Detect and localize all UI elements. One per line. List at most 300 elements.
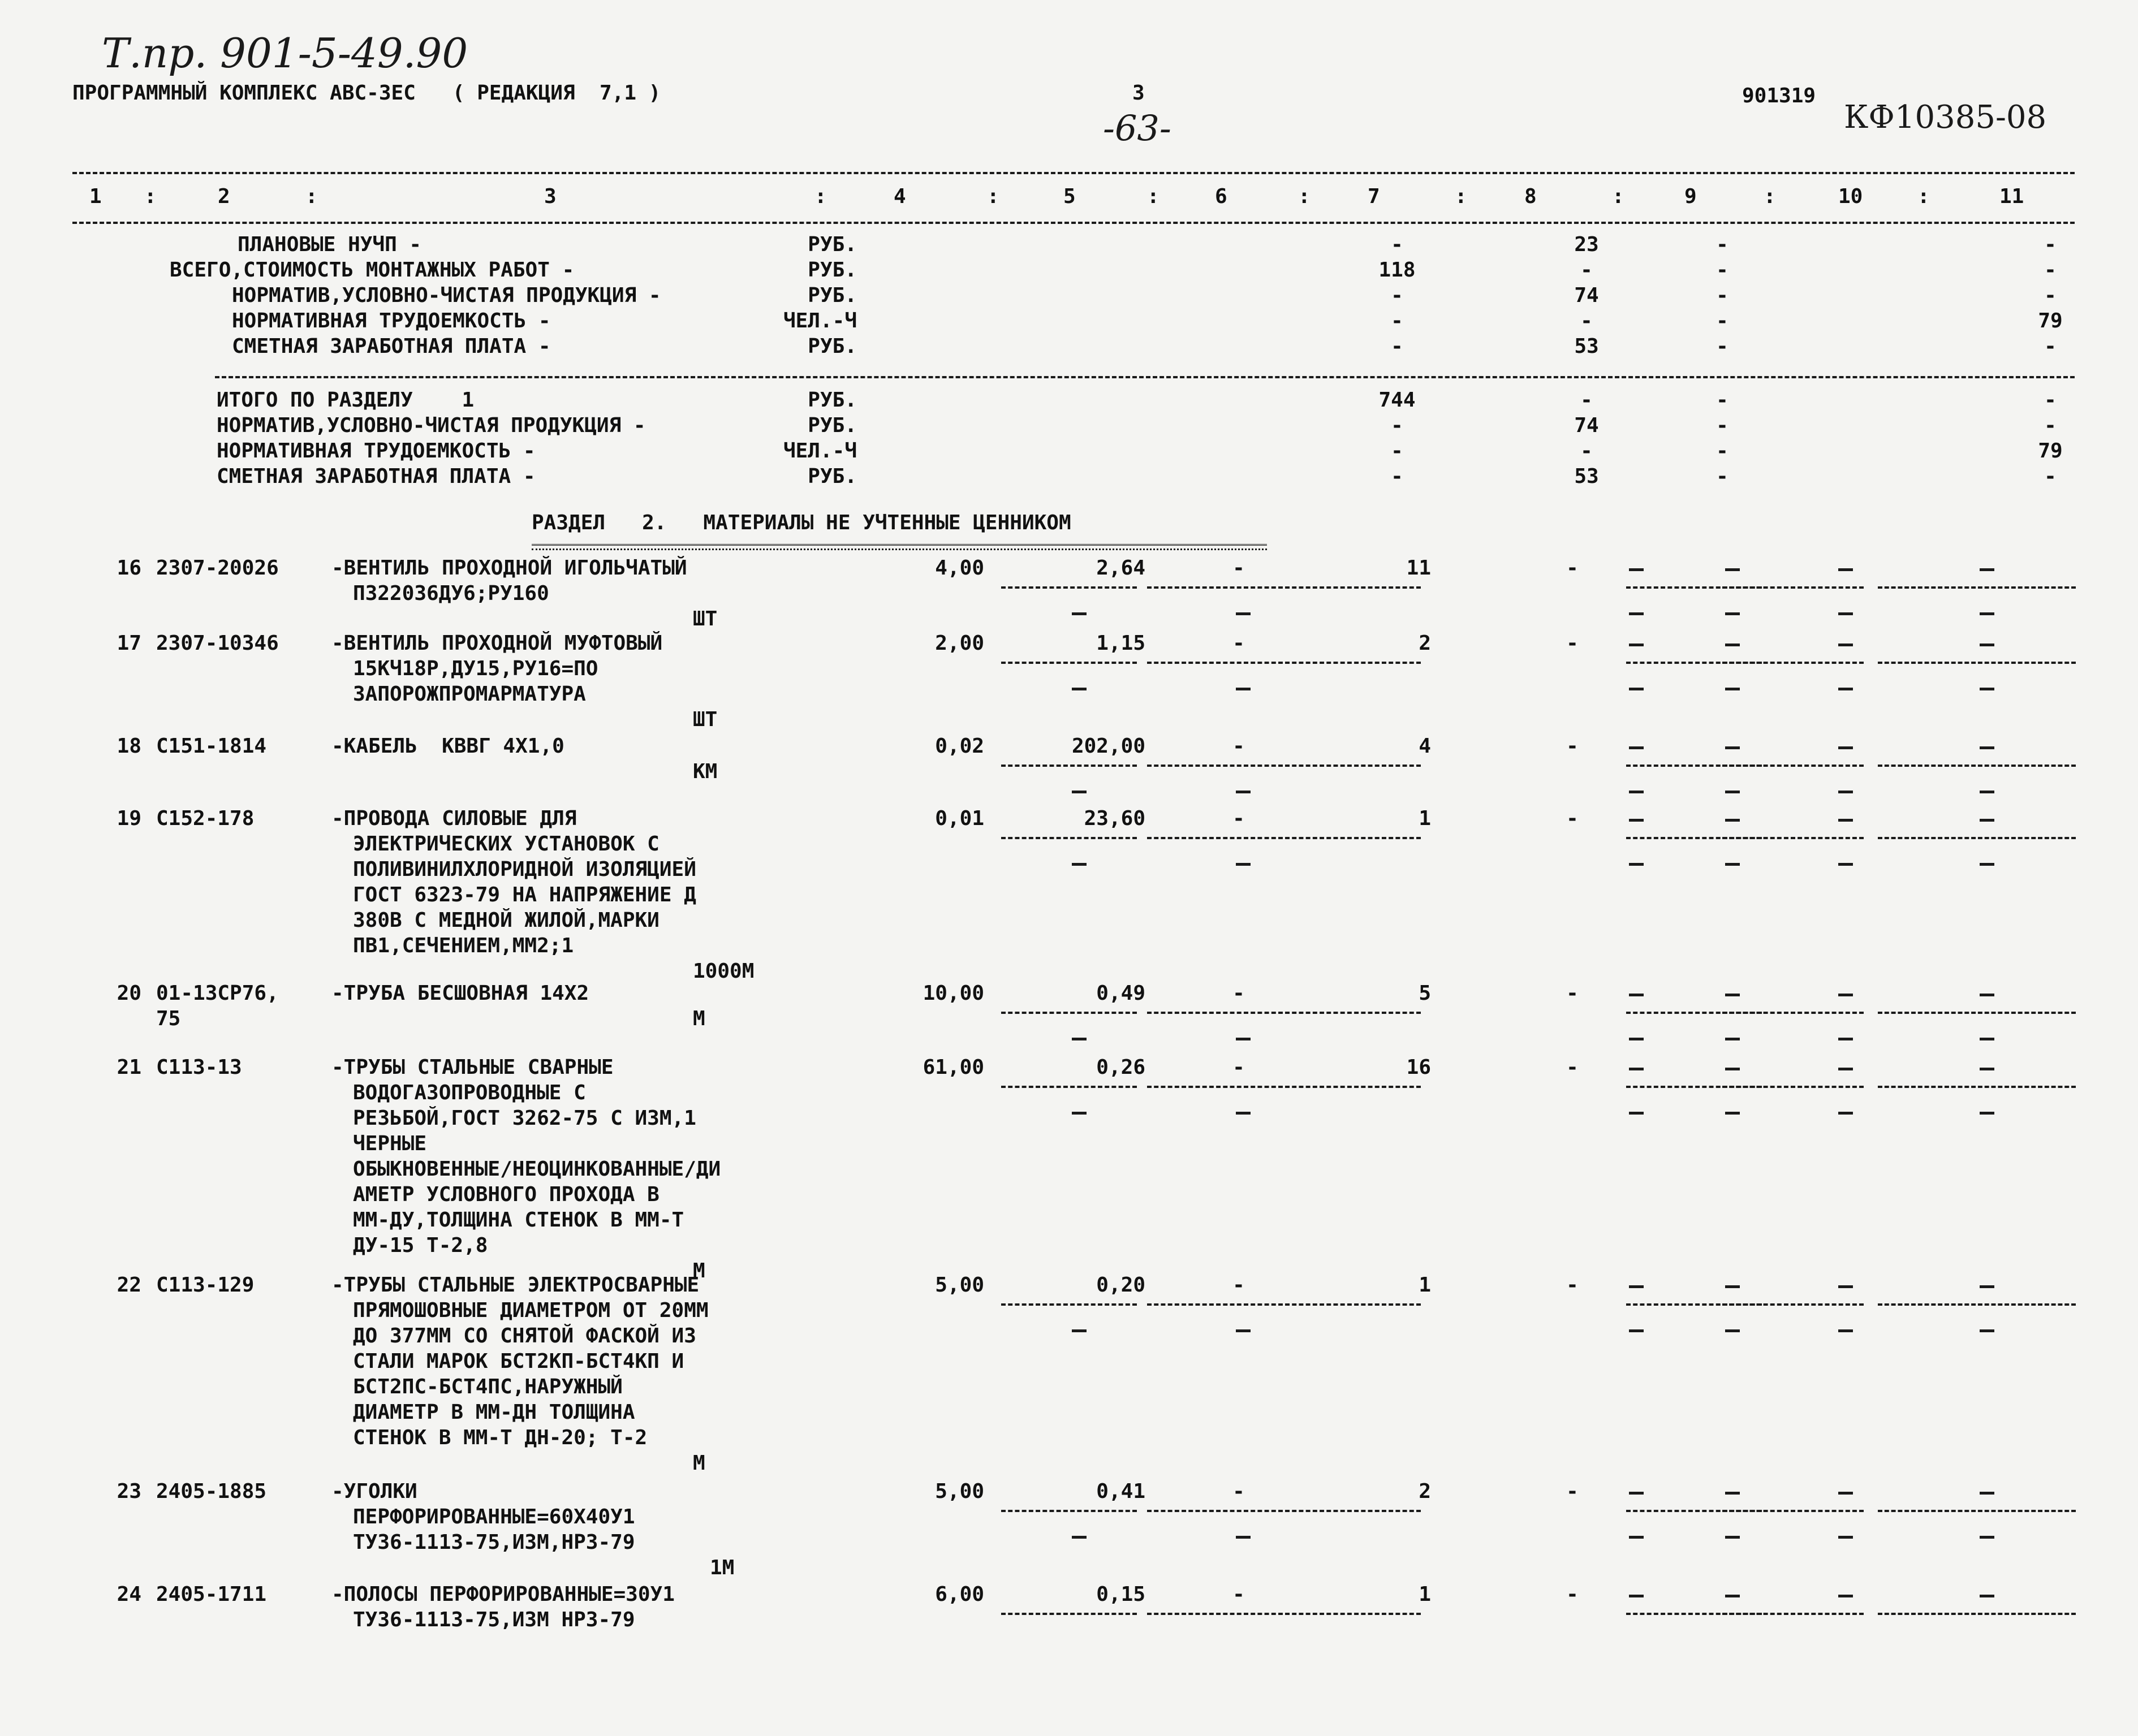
summary-cell-c7: 744 bbox=[1378, 388, 1416, 412]
item-code: С152-178 bbox=[156, 807, 255, 830]
summary-cell-c7: 118 bbox=[1378, 258, 1416, 282]
summary-cell-c7: - bbox=[1391, 465, 1403, 488]
empty-cell-dash bbox=[1725, 1329, 1740, 1332]
empty-cell-dash bbox=[1629, 1038, 1644, 1040]
empty-cell-dash bbox=[1629, 746, 1644, 749]
empty-cell-dash bbox=[1980, 994, 1994, 996]
summary-divider bbox=[215, 376, 2075, 378]
cell-underline bbox=[1285, 837, 1421, 839]
cell-underline bbox=[1147, 662, 1283, 664]
empty-cell-dash bbox=[1980, 1536, 1994, 1539]
item-price: 0,41 bbox=[1096, 1480, 1145, 1503]
item-col7: 5 bbox=[1419, 982, 1431, 1005]
item-description-line: ВОДОГАЗОПРОВОДНЫЕ С bbox=[353, 1081, 586, 1104]
item-number: 24 bbox=[117, 1583, 141, 1606]
item-quantity: 5,00 bbox=[935, 1273, 984, 1297]
column-number-4: 4 bbox=[894, 185, 906, 208]
cell-underline bbox=[1722, 837, 1864, 839]
empty-cell-dash bbox=[1725, 644, 1740, 646]
item-number: 18 bbox=[117, 735, 141, 758]
cell-underline bbox=[1722, 1086, 1864, 1088]
item-description-line: -ТРУБА БЕСШОВНАЯ 14Х2 bbox=[331, 982, 589, 1005]
cell-underline bbox=[1147, 837, 1283, 839]
cell-underline bbox=[1878, 586, 2076, 589]
empty-cell-dash bbox=[1838, 994, 1853, 996]
empty-cell-dash bbox=[1072, 688, 1087, 690]
item-col6: - bbox=[1232, 807, 1245, 830]
empty-cell-dash bbox=[1236, 1038, 1251, 1040]
empty-cell-dash bbox=[1838, 1285, 1853, 1288]
empty-cell-dash bbox=[1072, 612, 1087, 615]
empty-cell-dash bbox=[1725, 1068, 1740, 1070]
empty-cell-dash bbox=[1980, 1329, 1994, 1332]
item-description-line: ЧЕРНЫЕ bbox=[353, 1132, 427, 1155]
empty-cell-dash bbox=[1980, 612, 1994, 615]
stamp-number: КФ10385-08 bbox=[1844, 99, 2047, 136]
summary-cell-c11: - bbox=[2044, 465, 2057, 488]
summary-cell-c11: 79 bbox=[2038, 309, 2063, 332]
empty-cell-dash bbox=[1072, 1112, 1087, 1115]
column-number-1: 1 bbox=[89, 185, 102, 208]
item-quantity: 61,00 bbox=[923, 1056, 984, 1079]
item-unit: КМ bbox=[693, 760, 718, 783]
cell-underline bbox=[1878, 1012, 2076, 1014]
summary-unit: РУБ. bbox=[808, 258, 857, 282]
item-col7: 2 bbox=[1419, 1480, 1431, 1503]
cell-underline bbox=[1147, 1303, 1283, 1306]
cell-underline bbox=[1285, 765, 1421, 767]
summary-cell-c8: 53 bbox=[1574, 465, 1599, 488]
item-code: 2405-1885 bbox=[156, 1480, 267, 1503]
empty-cell-dash bbox=[1629, 1068, 1644, 1070]
empty-cell-dash bbox=[1725, 863, 1740, 866]
item-col6: - bbox=[1232, 1056, 1245, 1079]
item-quantity: 10,00 bbox=[923, 982, 984, 1005]
empty-cell-dash bbox=[1725, 612, 1740, 615]
summary-unit: ЧЕЛ.-Ч bbox=[783, 439, 857, 463]
empty-cell-dash bbox=[1629, 1536, 1644, 1539]
item-col7: 2 bbox=[1419, 632, 1431, 655]
summary-unit: РУБ. bbox=[808, 465, 857, 488]
item-col6: - bbox=[1232, 982, 1245, 1005]
item-description-line: ПОЛИВИНИЛХЛОРИДНОЙ ИЗОЛЯЦИЕЙ bbox=[353, 858, 696, 881]
cell-underline bbox=[1878, 1510, 2076, 1512]
summary-cell-c11: - bbox=[2044, 233, 2057, 256]
empty-cell-dash bbox=[1725, 819, 1740, 822]
empty-cell-dash bbox=[1629, 568, 1644, 571]
item-description-line: ПВ1,СЕЧЕНИЕМ,ММ2;1 bbox=[353, 934, 574, 957]
item-col8: - bbox=[1566, 556, 1579, 580]
page-number: 3 bbox=[1132, 81, 1145, 105]
empty-cell-dash bbox=[1072, 863, 1087, 866]
section2-title-underline bbox=[532, 544, 1267, 550]
summary-unit: РУБ. bbox=[808, 233, 857, 256]
empty-cell-dash bbox=[1629, 1492, 1644, 1495]
summary-cell-c9: - bbox=[1716, 465, 1728, 488]
item-col6: - bbox=[1232, 556, 1245, 580]
item-number: 22 bbox=[117, 1273, 141, 1297]
empty-cell-dash bbox=[1838, 612, 1853, 615]
item-col8: - bbox=[1566, 1583, 1579, 1606]
summary-cell-c8: - bbox=[1580, 258, 1593, 282]
item-col7: 4 bbox=[1419, 735, 1431, 758]
summary-label: НОРМАТИВ,УСЛОВНО-ЧИСТАЯ ПРОДУКЦИЯ - bbox=[217, 414, 646, 437]
summary-cell-c7: - bbox=[1391, 414, 1403, 437]
item-col7: 1 bbox=[1419, 1583, 1431, 1606]
column-separator: : bbox=[814, 185, 827, 208]
summary-cell-c8: 23 bbox=[1574, 233, 1599, 256]
page-number-handwritten: -63- bbox=[1103, 107, 1171, 149]
column-separator: : bbox=[1917, 185, 1930, 208]
item-description-line: ЗАПОРОЖПРОМАРМАТУРА bbox=[353, 683, 586, 706]
item-price: 202,00 bbox=[1071, 735, 1145, 758]
cell-underline bbox=[1001, 1086, 1137, 1088]
cell-underline bbox=[1285, 1510, 1421, 1512]
cell-underline bbox=[1285, 1012, 1421, 1014]
cell-underline bbox=[1722, 1012, 1864, 1014]
summary-label: ВСЕГО,СТОИМОСТЬ МОНТАЖНЫХ РАБОТ - bbox=[170, 258, 575, 282]
cell-underline bbox=[1001, 586, 1137, 589]
summary-cell-c11: - bbox=[2044, 388, 2057, 412]
item-quantity: 6,00 bbox=[935, 1583, 984, 1606]
item-description-line: РЕЗЬБОЙ,ГОСТ 3262-75 С ИЗМ,1 bbox=[353, 1107, 696, 1130]
empty-cell-dash bbox=[1072, 1536, 1087, 1539]
empty-cell-dash bbox=[1838, 644, 1853, 646]
cell-underline bbox=[1147, 765, 1283, 767]
item-description-line: ПРЯМОШОВНЫЕ ДИАМЕТРОМ ОТ 20ММ bbox=[353, 1299, 709, 1322]
summary-label: ИТОГО ПО РАЗДЕЛУ 1 bbox=[217, 388, 475, 412]
item-quantity: 5,00 bbox=[935, 1480, 984, 1503]
item-col6: - bbox=[1232, 1583, 1245, 1606]
item-number: 21 bbox=[117, 1056, 141, 1079]
empty-cell-dash bbox=[1838, 1112, 1853, 1115]
column-separator: : bbox=[1455, 185, 1467, 208]
empty-cell-dash bbox=[1725, 1112, 1740, 1115]
empty-cell-dash bbox=[1838, 746, 1853, 749]
empty-cell-dash bbox=[1629, 819, 1644, 822]
empty-cell-dash bbox=[1072, 1329, 1087, 1332]
empty-cell-dash bbox=[1838, 819, 1853, 822]
cell-underline bbox=[1147, 1510, 1283, 1512]
cell-underline bbox=[1285, 1613, 1421, 1615]
item-col6: - bbox=[1232, 632, 1245, 655]
item-col6: - bbox=[1232, 735, 1245, 758]
header-rule-top bbox=[72, 172, 2075, 174]
item-code-cont: 75 bbox=[156, 1007, 181, 1030]
empty-cell-dash bbox=[1980, 1038, 1994, 1040]
empty-cell-dash bbox=[1725, 568, 1740, 571]
column-separator: : bbox=[1764, 185, 1776, 208]
item-unit: М bbox=[693, 1259, 705, 1282]
handwritten-reference: Т.пр. 901-5-49.90 bbox=[102, 29, 468, 77]
column-separator: : bbox=[144, 185, 157, 208]
item-price: 23,60 bbox=[1084, 807, 1145, 830]
empty-cell-dash bbox=[1629, 1285, 1644, 1288]
empty-cell-dash bbox=[1236, 863, 1251, 866]
empty-cell-dash bbox=[1980, 1595, 1994, 1597]
cell-underline bbox=[1285, 586, 1421, 589]
item-price: 0,15 bbox=[1096, 1583, 1145, 1606]
empty-cell-dash bbox=[1980, 688, 1994, 690]
item-col8: - bbox=[1566, 1480, 1579, 1503]
column-number-2: 2 bbox=[218, 185, 230, 208]
summary-cell-c9: - bbox=[1716, 414, 1728, 437]
cell-underline bbox=[1878, 765, 2076, 767]
summary-unit: РУБ. bbox=[808, 335, 857, 358]
summary-cell-c8: - bbox=[1580, 309, 1593, 332]
item-description-line: -ПРОВОДА СИЛОВЫЕ ДЛЯ bbox=[331, 807, 577, 830]
item-description-line: 15КЧ18Р,ДУ15,РУ16=ПО bbox=[353, 657, 598, 680]
item-description-line: -ТРУБЫ СТАЛЬНЫЕ СВАРНЫЕ bbox=[331, 1056, 614, 1079]
summary-cell-c11: 79 bbox=[2038, 439, 2063, 463]
item-description-line: ТУ36-1113-75,ИЗМ НР3-79 bbox=[353, 1608, 635, 1631]
item-col6: - bbox=[1232, 1480, 1245, 1503]
item-col7: 11 bbox=[1406, 556, 1431, 580]
summary-unit: ЧЕЛ.-Ч bbox=[783, 309, 857, 332]
empty-cell-dash bbox=[1838, 1068, 1853, 1070]
empty-cell-dash bbox=[1725, 688, 1740, 690]
column-number-7: 7 bbox=[1368, 185, 1380, 208]
empty-cell-dash bbox=[1725, 791, 1740, 793]
summary-cell-c9: - bbox=[1716, 335, 1728, 358]
item-col8: - bbox=[1566, 982, 1579, 1005]
summary-unit: РУБ. bbox=[808, 388, 857, 412]
column-number-5: 5 bbox=[1063, 185, 1076, 208]
cell-underline bbox=[1878, 837, 2076, 839]
cell-underline bbox=[1722, 586, 1864, 589]
item-description-line: ОБЫКНОВЕННЫЕ/НЕОЦИНКОВАННЫЕ/ДИ bbox=[353, 1158, 721, 1181]
item-col7: 1 bbox=[1419, 1273, 1431, 1297]
cell-underline bbox=[1722, 1510, 1864, 1512]
summary-label: НОРМАТИВНАЯ ТРУДОЕМКОСТЬ - bbox=[232, 309, 551, 332]
item-description-line: ММ-ДУ,ТОЛЩИНА СТЕНОК В ММ-Т bbox=[353, 1208, 684, 1232]
item-quantity: 4,00 bbox=[935, 556, 984, 580]
empty-cell-dash bbox=[1725, 1492, 1740, 1495]
empty-cell-dash bbox=[1980, 819, 1994, 822]
cell-underline bbox=[1722, 662, 1864, 664]
column-separator: : bbox=[1612, 185, 1624, 208]
empty-cell-dash bbox=[1838, 791, 1853, 793]
item-description-line: СТЕНОК В ММ-Т ДН-20; Т-2 bbox=[353, 1426, 648, 1449]
item-unit: ШТ bbox=[693, 708, 718, 731]
item-description-line: АМЕТР УСЛОВНОГО ПРОХОДА В bbox=[353, 1183, 659, 1206]
summary-cell-c11: - bbox=[2044, 284, 2057, 307]
item-description-line: -УГОЛКИ bbox=[331, 1480, 417, 1503]
item-price: 0,49 bbox=[1096, 982, 1145, 1005]
summary-cell-c8: 74 bbox=[1574, 284, 1599, 307]
item-price: 0,20 bbox=[1096, 1273, 1145, 1297]
cell-underline bbox=[1147, 586, 1283, 589]
empty-cell-dash bbox=[1980, 863, 1994, 866]
summary-cell-c8: - bbox=[1580, 388, 1593, 412]
item-description-line: -ПОЛОСЫ ПЕРФОРИРОВАННЫЕ=30У1 bbox=[331, 1583, 675, 1606]
cell-underline bbox=[1147, 1012, 1283, 1014]
empty-cell-dash bbox=[1072, 791, 1087, 793]
summary-label: ПЛАНОВЫЕ НУЧП - bbox=[238, 233, 422, 256]
item-code: С113-13 bbox=[156, 1056, 242, 1079]
empty-cell-dash bbox=[1980, 1492, 1994, 1495]
item-col6: - bbox=[1232, 1273, 1245, 1297]
summary-unit: РУБ. bbox=[808, 284, 857, 307]
document-code: 901319 bbox=[1742, 84, 1816, 107]
item-description-line: ДИАМЕТР В ММ-ДН ТОЛЩИНА bbox=[353, 1401, 635, 1424]
empty-cell-dash bbox=[1236, 1329, 1251, 1332]
column-separator: : bbox=[987, 185, 999, 208]
empty-cell-dash bbox=[1838, 1492, 1853, 1495]
summary-cell-c9: - bbox=[1716, 284, 1728, 307]
empty-cell-dash bbox=[1980, 746, 1994, 749]
summary-cell-c7: - bbox=[1391, 439, 1403, 463]
summary-cell-c7: - bbox=[1391, 309, 1403, 332]
item-unit: 1М bbox=[710, 1556, 735, 1579]
summary-cell-c7: - bbox=[1391, 233, 1403, 256]
item-unit: ШТ bbox=[693, 607, 718, 631]
item-number: 17 bbox=[117, 632, 141, 655]
summary-cell-c9: - bbox=[1716, 233, 1728, 256]
empty-cell-dash bbox=[1629, 1329, 1644, 1332]
empty-cell-dash bbox=[1838, 1038, 1853, 1040]
column-number-9: 9 bbox=[1684, 185, 1697, 208]
summary-cell-c9: - bbox=[1716, 439, 1728, 463]
summary-label: НОРМАТИВ,УСЛОВНО-ЧИСТАЯ ПРОДУКЦИЯ - bbox=[232, 284, 661, 307]
summary-cell-c11: - bbox=[2044, 335, 2057, 358]
column-number-3: 3 bbox=[544, 185, 557, 208]
item-col7: 16 bbox=[1406, 1056, 1431, 1079]
empty-cell-dash bbox=[1629, 688, 1644, 690]
empty-cell-dash bbox=[1725, 1595, 1740, 1597]
item-col8: - bbox=[1566, 1056, 1579, 1079]
item-description-line: СТАЛИ МАРОК БСТ2КП-БСТ4КП И bbox=[353, 1350, 684, 1373]
empty-cell-dash bbox=[1980, 1068, 1994, 1070]
empty-cell-dash bbox=[1980, 568, 1994, 571]
empty-cell-dash bbox=[1838, 1329, 1853, 1332]
header-rule-bottom bbox=[72, 222, 2075, 224]
item-description-line: -ТРУБЫ СТАЛЬНЫЕ ЭЛЕКТРОСВАРНЫЕ bbox=[331, 1273, 700, 1297]
item-unit: М bbox=[693, 1452, 705, 1475]
item-unit: 1000М bbox=[693, 960, 755, 983]
item-price: 0,26 bbox=[1096, 1056, 1145, 1079]
cell-underline bbox=[1001, 1303, 1137, 1306]
item-description-line: ПЕРФОРИРОВАННЫЕ=60Х40У1 bbox=[353, 1505, 635, 1528]
summary-label: НОРМАТИВНАЯ ТРУДОЕМКОСТЬ - bbox=[217, 439, 536, 463]
item-col8: - bbox=[1566, 807, 1579, 830]
column-separator: : bbox=[305, 185, 318, 208]
cell-underline bbox=[1147, 1613, 1283, 1615]
cell-underline bbox=[1878, 1086, 2076, 1088]
summary-unit: РУБ. bbox=[808, 414, 857, 437]
column-number-11: 11 bbox=[1999, 185, 2024, 208]
summary-cell-c7: - bbox=[1391, 335, 1403, 358]
item-quantity: 0,01 bbox=[935, 807, 984, 830]
cell-underline bbox=[1001, 1510, 1137, 1512]
empty-cell-dash bbox=[1838, 1536, 1853, 1539]
summary-cell-c9: - bbox=[1716, 309, 1728, 332]
item-description-line: -КАБЕЛЬ КВВГ 4Х1,0 bbox=[331, 735, 564, 758]
cell-underline bbox=[1001, 662, 1137, 664]
item-col7: 1 bbox=[1419, 807, 1431, 830]
item-col8: - bbox=[1566, 632, 1579, 655]
item-number: 19 bbox=[117, 807, 141, 830]
empty-cell-dash bbox=[1629, 791, 1644, 793]
cell-underline bbox=[1878, 1303, 2076, 1306]
cell-underline bbox=[1001, 1012, 1137, 1014]
cell-underline bbox=[1722, 1303, 1864, 1306]
empty-cell-dash bbox=[1629, 1595, 1644, 1597]
empty-cell-dash bbox=[1725, 1038, 1740, 1040]
item-description-line: ДУ-15 Т-2,8 bbox=[353, 1234, 488, 1257]
empty-cell-dash bbox=[1072, 1038, 1087, 1040]
cell-underline bbox=[1722, 765, 1864, 767]
summary-cell-c9: - bbox=[1716, 258, 1728, 282]
empty-cell-dash bbox=[1629, 863, 1644, 866]
item-col8: - bbox=[1566, 735, 1579, 758]
item-number: 23 bbox=[117, 1480, 141, 1503]
cell-underline bbox=[1001, 837, 1137, 839]
empty-cell-dash bbox=[1629, 644, 1644, 646]
item-code: 2405-1711 bbox=[156, 1583, 267, 1606]
cell-underline bbox=[1722, 1613, 1864, 1615]
item-number: 16 bbox=[117, 556, 141, 580]
item-code: С113-129 bbox=[156, 1273, 255, 1297]
item-code: С151-1814 bbox=[156, 735, 267, 758]
empty-cell-dash bbox=[1838, 1595, 1853, 1597]
cell-underline bbox=[1285, 662, 1421, 664]
empty-cell-dash bbox=[1725, 1285, 1740, 1288]
cell-underline bbox=[1147, 1086, 1283, 1088]
item-description-line: -ВЕНТИЛЬ ПРОХОДНОЙ МУФТОВЫЙ bbox=[331, 632, 663, 655]
empty-cell-dash bbox=[1725, 994, 1740, 996]
empty-cell-dash bbox=[1725, 746, 1740, 749]
item-code: 01-13СР76, bbox=[156, 982, 279, 1005]
section2-title: РАЗДЕЛ 2. МАТЕРИАЛЫ НЕ УЧТЕННЫЕ ЦЕННИКОМ bbox=[532, 511, 1071, 534]
column-number-10: 10 bbox=[1838, 185, 1863, 208]
summary-label: СМЕТНАЯ ЗАРАБОТНАЯ ПЛАТА - bbox=[217, 465, 536, 488]
empty-cell-dash bbox=[1838, 688, 1853, 690]
column-number-8: 8 bbox=[1524, 185, 1537, 208]
summary-cell-c8: 74 bbox=[1574, 414, 1599, 437]
item-col8: - bbox=[1566, 1273, 1579, 1297]
empty-cell-dash bbox=[1236, 1112, 1251, 1115]
empty-cell-dash bbox=[1629, 1112, 1644, 1115]
empty-cell-dash bbox=[1838, 568, 1853, 571]
column-separator: : bbox=[1298, 185, 1311, 208]
summary-cell-c8: 53 bbox=[1574, 335, 1599, 358]
item-description-line: ГОСТ 6323-79 НА НАПРЯЖЕНИЕ Д bbox=[353, 883, 696, 906]
cell-underline bbox=[1285, 1303, 1421, 1306]
empty-cell-dash bbox=[1980, 1285, 1994, 1288]
empty-cell-dash bbox=[1236, 1536, 1251, 1539]
summary-cell-c11: - bbox=[2044, 258, 2057, 282]
column-number-6: 6 bbox=[1215, 185, 1227, 208]
empty-cell-dash bbox=[1980, 644, 1994, 646]
summary-cell-c7: - bbox=[1391, 284, 1403, 307]
empty-cell-dash bbox=[1838, 863, 1853, 866]
cell-underline bbox=[1001, 765, 1137, 767]
item-code: 2307-10346 bbox=[156, 632, 279, 655]
item-unit: М bbox=[693, 1007, 705, 1030]
item-description-line: 380В С МЕДНОЙ ЖИЛОЙ,МАРКИ bbox=[353, 909, 659, 932]
cell-underline bbox=[1878, 1613, 2076, 1615]
empty-cell-dash bbox=[1236, 688, 1251, 690]
empty-cell-dash bbox=[1980, 1112, 1994, 1115]
item-price: 1,15 bbox=[1096, 632, 1145, 655]
empty-cell-dash bbox=[1236, 791, 1251, 793]
cell-underline bbox=[1878, 662, 2076, 664]
empty-cell-dash bbox=[1236, 612, 1251, 615]
item-description-line: ЭЛЕКТРИЧЕСКИХ УСТАНОВОК С bbox=[353, 832, 659, 856]
summary-cell-c11: - bbox=[2044, 414, 2057, 437]
item-description-line: БСТ2ПС-БСТ4ПС,НАРУЖНЫЙ bbox=[353, 1375, 623, 1398]
